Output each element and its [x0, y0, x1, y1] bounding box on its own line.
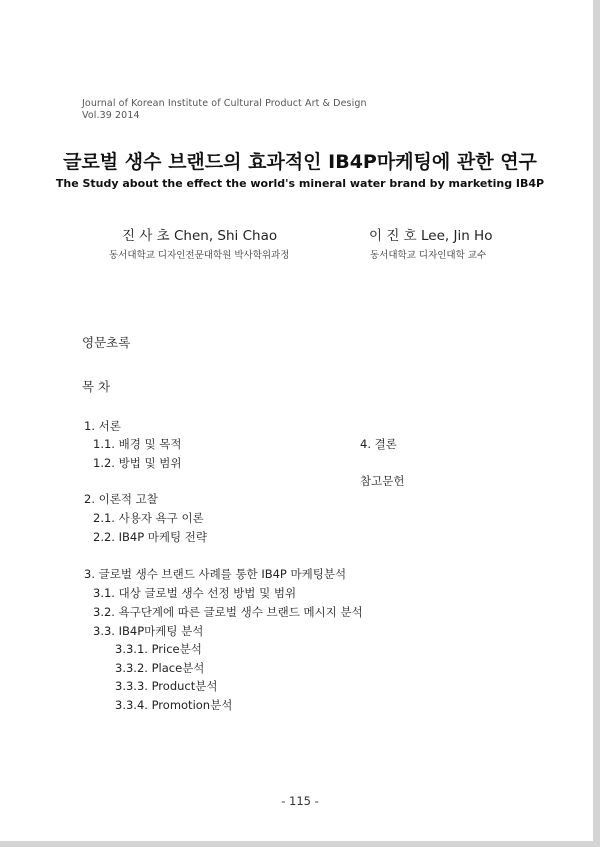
toc-item: 3.3.4. Promotion분석 — [115, 698, 233, 712]
toc-item: 3.2. 욕구단계에 따른 글로벌 생수 브랜드 메시지 분석 — [93, 605, 363, 619]
paper-title-korean: 글로벌 생수 브랜드의 효과적인 IB4P마케팅에 관한 연구 — [63, 151, 537, 173]
toc-item: 2.1. 사용자 욕구 이론 — [93, 511, 204, 525]
toc-item: 3.1. 대상 글로벌 생수 선정 방법 및 범위 — [93, 586, 297, 600]
author-2-name: 이 진 호 Lee, Jin Ho — [369, 228, 493, 244]
toc-item: 3.3.3. Product분석 — [115, 679, 218, 693]
journal-name: Journal of Korean Institute of Cultural Product Art & Design — [82, 98, 367, 109]
page-number: - 115 - — [281, 794, 319, 808]
journal-volume: Vol.39 2014 — [82, 110, 140, 121]
author-1-affiliation: 동서대학교 디자인전문대학원 박사학위과정 — [109, 250, 290, 261]
abstract-heading: 영문초록 — [82, 335, 131, 350]
toc-item: 2.2. IB4P 마케팅 전략 — [93, 530, 207, 544]
page-frame-right-edge — [593, 0, 600, 847]
author-2-affiliation: 동서대학교 디자인대학 교수 — [370, 250, 487, 261]
toc-item: 3.3.2. Place분석 — [115, 661, 205, 675]
toc-item: 2. 이론적 고찰 — [84, 492, 158, 506]
toc-item: 3. 글로벌 생수 브랜드 사례를 통한 IB4P 마케팅분석 — [84, 567, 347, 581]
contents-heading: 목 차 — [82, 379, 111, 394]
toc-item: 4. 결론 — [360, 437, 397, 451]
author-1-name: 진 사 초 Chen, Shi Chao — [122, 228, 278, 244]
page-frame-bottom-edge — [0, 841, 600, 847]
toc-item: 1. 서론 — [84, 419, 121, 433]
toc-item: 3.3.1. Price분석 — [115, 642, 202, 656]
toc-item: 참고문헌 — [360, 474, 405, 488]
toc-item: 3.3. IB4P마케팅 분석 — [93, 624, 204, 638]
toc-item: 1.1. 배경 및 목적 — [93, 437, 182, 451]
paper-title-english: The Study about the effect the world's mineral water brand by marketing IB4P — [55, 177, 545, 190]
toc-item: 1.2. 방법 및 범위 — [93, 456, 182, 470]
